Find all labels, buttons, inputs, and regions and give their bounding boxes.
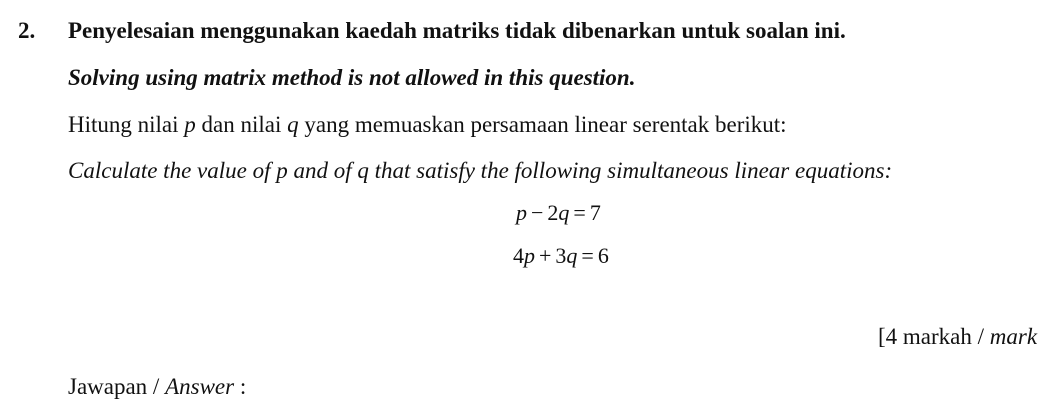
variable-p: p (184, 112, 196, 137)
equation-1-coeff2: 2 (547, 200, 559, 225)
answer-label (68, 373, 246, 401)
english-instruction: Solving using matrix method is not allowed in this question. (68, 65, 636, 90)
equation-2-equals: = (581, 243, 594, 268)
equation-2-var-p: p (524, 243, 535, 268)
equation-2-coeff2: 3 (555, 243, 567, 268)
marks-english: mark (989, 324, 1038, 349)
question-number: 2. (18, 18, 36, 43)
equation-2-coeff1: 4 (513, 243, 524, 268)
variable-q: q (287, 112, 299, 137)
english-prompt: Calculate the value of p and of q that satisfy the following simultaneous linear equations: (68, 158, 893, 183)
answer-malay: Jawapan / (68, 374, 166, 399)
equation-1 (516, 200, 601, 226)
equation-2-var-q: q (566, 243, 578, 268)
equation-1-equals: = (573, 200, 586, 225)
malay-prompt-start: Hitung nilai (68, 112, 185, 137)
equation-1-var-q: q (558, 200, 570, 225)
marks-label (878, 323, 1037, 351)
answer-colon: : (234, 374, 247, 399)
equation-1-var-p: p (516, 200, 527, 225)
answer-english: Answer (165, 374, 235, 399)
equation-2-rhs: 6 (597, 243, 609, 268)
equation-2-operator: + (539, 243, 552, 268)
equation-1-operator: − (531, 200, 544, 225)
malay-prompt-end: yang memuaskan persamaan linear serentak berikut: (298, 112, 787, 137)
malay-prompt (68, 111, 787, 139)
equation-2 (513, 243, 609, 269)
malay-prompt-middle: dan nilai (195, 112, 288, 137)
marks-malay: [4 markah / (878, 324, 990, 349)
malay-instruction: Penyelesaian menggunakan kaedah matriks tidak dibenarkan untuk soalan ini. (68, 18, 846, 43)
equation-1-rhs: 7 (589, 200, 601, 225)
